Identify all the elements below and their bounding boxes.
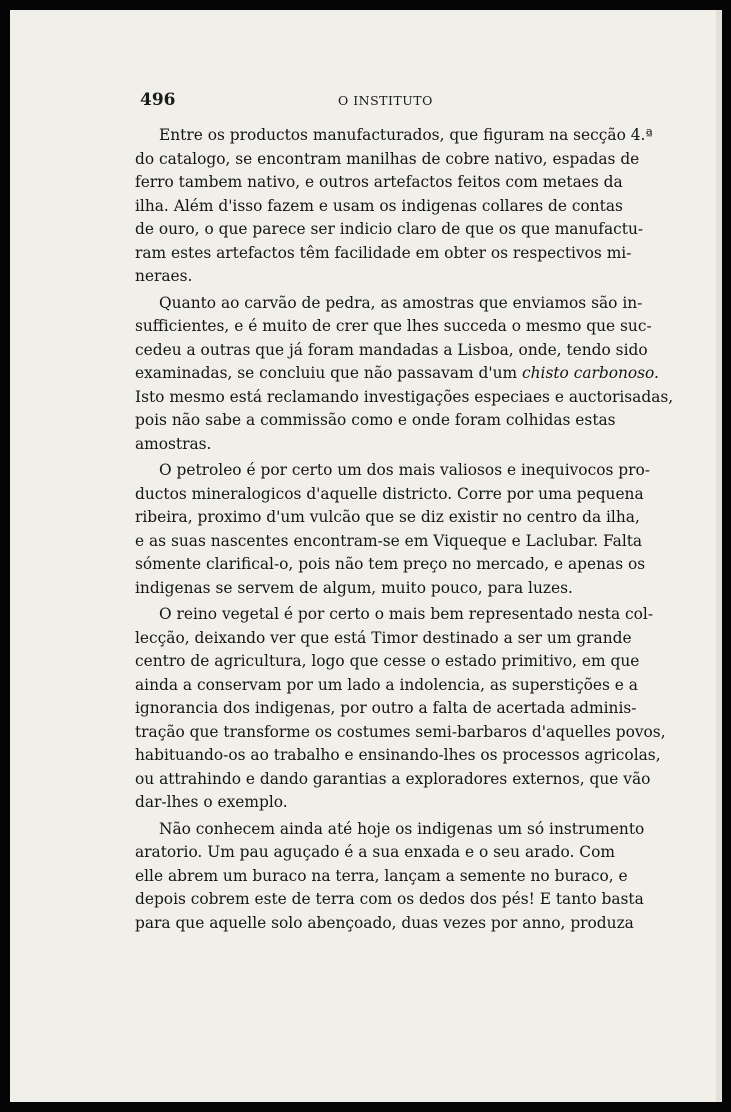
text-line: neraes. — [135, 267, 193, 285]
text-line: ou attrahindo e dando garantias a exploradores externos, que vão — [135, 769, 651, 788]
text-line: O petroleo é por certo um dos mais valiosos e inequivocos pro- — [159, 461, 650, 479]
text-line: e as suas nascentes encontram-se em Viqueque e Laclubar. Falta — [135, 531, 643, 550]
paragraph — [135, 124, 653, 289]
text-line: para que aquelle solo abençoado, duas vezes por anno, produza — [135, 913, 634, 932]
text-line: Entre os productos manufacturados, que figuram na secção 4.ª — [159, 126, 653, 144]
text-line: dar-lhes o exemplo. — [135, 793, 288, 811]
italic-term: chisto carbonoso. — [522, 364, 659, 382]
page-number: 496 — [140, 90, 176, 110]
text-line: ainda a conservam por um lado a indolencia, as superstições e a — [135, 675, 638, 694]
text-line: ribeira, proximo d'um vulcão que se diz existir no centro da ilha, — [135, 508, 640, 526]
text-line: aratorio. Um pau aguçado é a sua enxada e o seu arado. Com — [135, 843, 615, 861]
text-line: ductos mineralogicos d'aquelle districto. Corre por uma pequena — [135, 484, 644, 503]
text-line: elle abrem um buraco na terra, lançam a semente no buraco, e — [135, 866, 628, 885]
text-line: O reino vegetal é por certo o mais bem representado nesta col- — [159, 605, 654, 623]
paragraph — [135, 818, 645, 936]
text-line: do catalogo, se encontram manilhas de cobre nativo, espadas de — [135, 149, 640, 168]
text-line: Não conhecem ainda até hoje os indigenas um só instrumento — [159, 819, 645, 838]
text-line: Quanto ao carvão de pedra, as amostras que enviamos são in- — [159, 293, 643, 312]
text-line: amostras. — [135, 434, 212, 453]
text-line: depois cobrem este de terra com os dedos dos pés! E tanto basta — [135, 890, 644, 908]
text-line: sufficientes, e é muito de crer que lhes succeda o mesmo que suc- — [135, 317, 652, 335]
text-line: cedeu a outras que já foram mandadas a Lisboa, onde, tendo sido — [135, 340, 648, 359]
text-line: Isto mesmo está reclamando investigações especiaes e auctorisadas, — [135, 387, 674, 406]
paragraph — [135, 459, 650, 600]
text-line: habituando-os ao trabalho e ensinando-lhes os processos agricolas, — [135, 746, 661, 764]
text-line: de ouro, o que parece ser indicio claro de que os que manufactu- — [135, 220, 644, 238]
page-header — [140, 90, 620, 114]
text-line: ignorancia dos indigenas, por outro a falta de acertada adminis- — [135, 699, 637, 717]
running-title: O INSTITUTO — [338, 93, 433, 108]
body-text — [135, 124, 674, 938]
text-line: ram estes artefactos têm facilidade em obter os respectivos mi- — [135, 243, 632, 262]
paragraph — [135, 292, 674, 457]
text-line: indigenas se servem de algum, muito pouco, para luzes. — [135, 578, 573, 597]
text-line: lecção, deixando ver que está Timor destinado a ser um grande — [135, 628, 632, 647]
text-line: tração que transforme os costumes semi-barbaros d'aquelles povos, — [135, 722, 666, 741]
paragraph — [135, 603, 666, 815]
text-line: ilha. Além d'isso fazem e usam os indigenas collares de contas — [135, 196, 623, 215]
text-line: pois não sabe a commissão como e onde foram colhidas estas — [135, 411, 616, 429]
text-line: centro de agricultura, logo que cesse o estado primitivo, em que — [135, 652, 640, 670]
text-line: ferro tambem nativo, e outros artefactos feitos com metaes da — [135, 173, 623, 191]
text-line: examinadas, se concluiu que não passavam d'um chisto carbonoso. — [135, 364, 659, 382]
text-line: sómente clarifical-o, pois não tem preço no mercado, e apenas os — [135, 555, 646, 573]
